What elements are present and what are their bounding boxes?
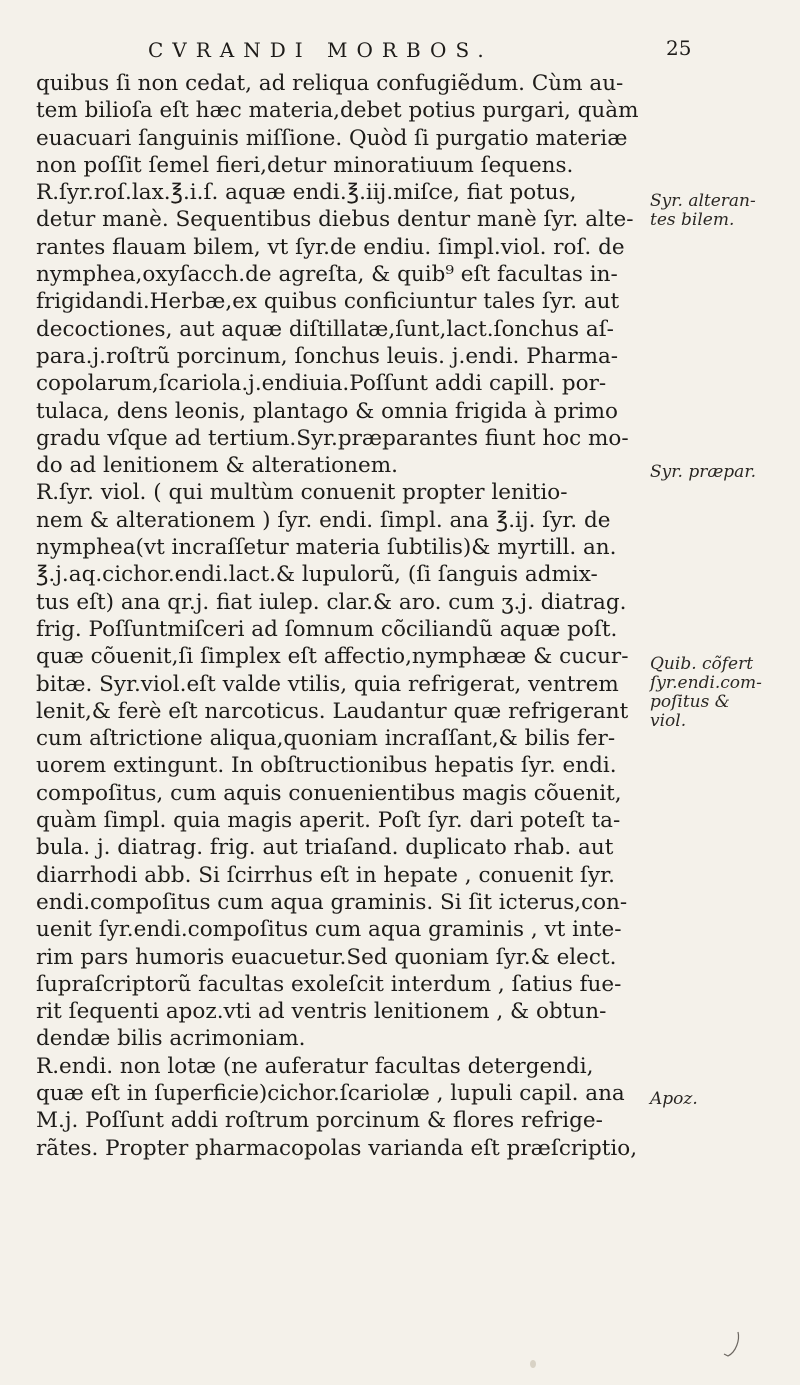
text-line: quàm ſimpl. quia magis aperit. Poſt ſyr. dari poteſt ta- <box>36 808 621 834</box>
margin-note-line: tes bilem. <box>650 210 735 230</box>
text-line: nem & alterationem ) ſyr. endi. ſimpl. ana ℥.ij. ſyr. de <box>36 507 611 533</box>
margin-note-syr-praepar <box>650 463 792 482</box>
text-line: frig. Poſſuntmiſceri ad ſomnum cõciliandũ aquæ poſt. <box>36 616 618 642</box>
text-line: ℥.j.aq.cichor.endi.lact.& lupulorũ, (ſi ſanguis admix- <box>36 562 598 588</box>
margin-note-apoz <box>650 1090 792 1109</box>
text-line: euacuari ſanguinis miſſione. Quòd ſi purgatio materiæ <box>36 125 628 151</box>
margin-note-line: Syr. præpar. <box>650 462 756 482</box>
paper-stain <box>530 1360 536 1368</box>
text-line: bitæ. Syr.viol.eſt valde vtilis, quia refrigerat, ventrem <box>36 671 619 697</box>
text-line: do ad lenitionem & alterationem. <box>36 453 398 479</box>
text-line: frigidandi.Herbæ,ex quibus conficiuntur tales ſyr. aut <box>36 289 620 315</box>
margin-note-line: poſitus & <box>650 692 730 712</box>
text-line: decoctiones, aut aquæ diſtillatæ,ſunt,lact.ſonchus aſ- <box>36 316 614 342</box>
text-line: nymphea(vt incraſſetur materia ſubtilis)& myrtill. an. <box>36 535 617 561</box>
running-head: CVRANDI MORBOS. <box>148 38 493 62</box>
text-line: endi.compoſitus cum aqua graminis. Si ſit icterus,con- <box>36 889 628 915</box>
margin-note-line: Syr. alteran- <box>650 191 756 211</box>
page-number: 25 <box>666 36 692 60</box>
text-line: para.j.roſtrũ porcinum, ſonchus leuis. j.endi. Pharma- <box>36 343 619 369</box>
text-line: rantes flauam bilem, vt ſyr.de endiu. ſimpl.viol. roſ. de <box>36 234 625 260</box>
text-line: rãtes. Propter pharmacopolas varianda eſt præſcriptio, <box>36 1135 638 1161</box>
text-line: tulaca, dens leonis, plantago & omnia frigida à primo <box>36 398 618 424</box>
text-line: diarrhodi abb. Si ſcirrhus eſt in hepate , conuenit ſyr. <box>36 862 615 888</box>
text-line: rit ſequenti apoz.vti ad ventris lenitionem , & obtun- <box>36 999 607 1025</box>
margin-note-line: ſyr.endi.com- <box>650 673 762 693</box>
text-line: copolarum,ſcariola.j.endiuia.Poſſunt addi capill. por- <box>36 371 607 397</box>
ink-mark-icon <box>720 1330 744 1360</box>
text-line: non poſſit ſemel fieri,detur minoratiuum ſequens. <box>36 152 574 178</box>
text-line: uenit ſyr.endi.compoſitus cum aqua graminis , vt inte- <box>36 917 622 943</box>
margin-note-line: Apoz. <box>650 1089 698 1109</box>
text-line: quibus ſi non cedat, ad reliqua confugiẽdum. Cùm au- <box>36 71 624 96</box>
text-line: R.endi. non lotæ (ne auferatur facultas detergendi, <box>36 1053 594 1079</box>
text-line: M.j. Poſſunt addi roſtrum porcinum & flores refrige- <box>36 1108 603 1134</box>
text-line: R.ſyr. viol. ( qui multùm conuenit propter lenitio- <box>36 480 568 506</box>
text-line: gradu vſque ad tertium.Syr.præparantes fiunt hoc mo- <box>36 425 629 451</box>
text-line: rim pars humoris euacuetur.Sed quoniam ſyr.& elect. <box>36 944 617 970</box>
text-line: R.ſyr.roſ.lax.℥.i.ſ. aquæ endi.℥.iij.miſce, fiat potus, <box>36 180 577 206</box>
margin-note-line: Quib. cõfert <box>650 654 754 674</box>
text-line: tus eſt) ana qr.j. fiat iulep. clar.& aro. cum ʒ.j. diatrag. <box>36 589 627 615</box>
text-line: quæ eſt in ſuperficie)cichor.ſcariolæ , lupuli capil. ana <box>36 1080 625 1106</box>
text-line: detur manè. Sequentibus diebus dentur manè ſyr. alte- <box>36 207 634 233</box>
text-line: compoſitus, cum aquis conuenientibus magis cõuenit, <box>36 780 622 806</box>
margin-note-quib-confert <box>650 655 792 731</box>
text-line: bula. j. diatrag. frig. aut triaſand. duplicato rhab. aut <box>36 835 614 861</box>
text-line: lenit,& ferè eſt narcoticus. Laudantur quæ refrigerant <box>36 698 629 724</box>
text-line: tem bilioſa eſt hæc materia,debet potius purgari, quàm <box>36 98 639 124</box>
margin-note-syr-alterantes <box>650 192 792 230</box>
margin-note-line: viol. <box>650 711 687 731</box>
text-line: nymphea,oxyſacch.de agreſta, & quib⁹ eſt facultas in- <box>36 262 618 288</box>
text-line: uorem extingunt. In obſtructionibus hepatis ſyr. endi. <box>36 753 617 779</box>
text-line: dendæ bilis acrimoniam. <box>36 1026 306 1052</box>
body-text <box>36 70 639 1162</box>
text-line: cum aſtrictione aliqua,quoniam incraſſant,& bilis fer- <box>36 726 616 752</box>
text-line: ſupraſcriptorũ facultas exoleſcit interdum , ſatius fue- <box>36 971 622 997</box>
text-line: quæ cõuenit,ſi ſimplex eſt affectio,nymphææ & cucur- <box>36 644 629 670</box>
